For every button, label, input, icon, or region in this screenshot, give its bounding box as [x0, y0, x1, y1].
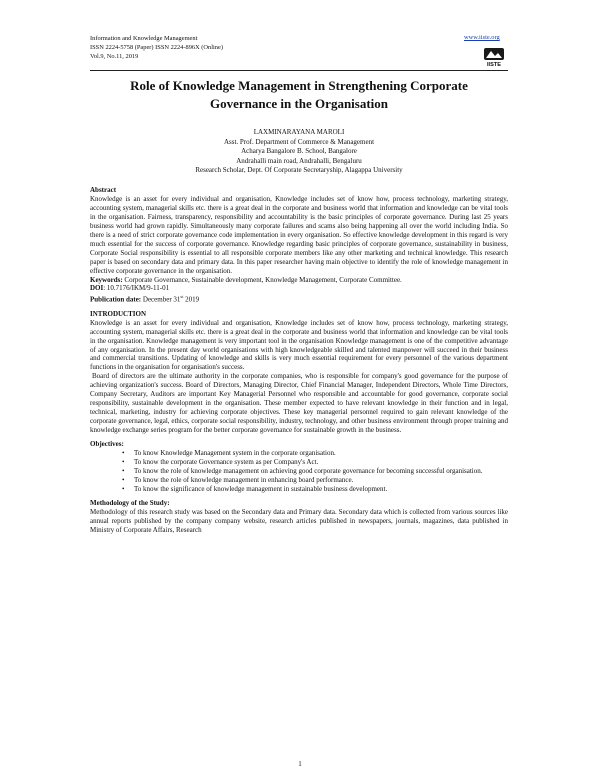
author-affil-2: Acharya Bangalore B. School, Bangalore — [241, 147, 357, 156]
title-line-2: Governance in the Organisation — [209, 96, 389, 111]
introduction-para-2: Board of directors are the ultimate authority in the corporate companies, who is responsible for company's good governance for the purpose of achieving organization's success. Board of Directors, Managing Director, Chief Financial Manager, Independent Directors, Whole Time Directors, Company Secretary, Auditors are important Key Managerial Personnel who responsible and accountable for good governance, corporate social responsibility, sustainable development in the organisation. These member expected to have relevant knowledge in their function and in legal, technical, marketing, industry for achieving corporate objectives. These key managerial personnel required to gain relevant knowledge of the corporate governance, legal, ethics, corporate social responsibility, industry, technology, and other business environment through proper training and knowledge exchange series program for the better corporate governance for sustainable growth in the business. — [90, 372, 508, 435]
paper-title — [90, 77, 508, 113]
journal-header — [90, 34, 223, 61]
pubdate-line — [90, 293, 508, 304]
author-block — [90, 128, 508, 176]
abstract-text: Knowledge is an asset for every individual and organisation, Knowledge includes set of know how, process technology, marketing strategy, accounting system, managerial skills etc. there is a great deal in the corporate and business world that information and knowledge can be vital tools in the organisation. Fairness, transparency, responsibility and accountability is the basic principles of corporate governance. During last 25 years business world had grown rapidly. Simultaneously many corporate failures and scams also being happening all over the world including India. So there is a need of strict corporate governance code implementation in every organisation. So effective knowledge development in this regard is very much essential for the success of corporate governance. Knowledge regarding basic principles of corporate governance, sustainability in business, Corporate Social responsibility is essential to all responsible corporate members like any other marketing and technical knowledge. This research paper is based on secondary data and primary data. In this paper researcher having main objective to identify the role of knowledge management in effective corporate governance in the organisation. — [90, 194, 508, 275]
list-item: • To know the role of knowledge management on achieving good corporate governance for becoming successful organisation. — [122, 467, 508, 476]
methodology-text: Methodology of this research study was based on the Secondary data and Primary data. Secondary data which is collected from various sources like annual reports published by the company company website, research articles published in newspapers, journals, magazines, data published in Ministry of Corporate Affairs, Research — [90, 507, 508, 534]
pubdate-year: 2019 — [185, 295, 200, 304]
pubdate-sup: st — [180, 294, 184, 300]
journal-volume: Vol.9, No.11, 2019 — [90, 53, 139, 60]
pubdate-label: Publication date: — [90, 295, 142, 304]
author-affil-1: Asst. Prof. Department of Commerce & Management — [223, 137, 375, 146]
author-affil-3: Andrahalli main road, Andrahalli, Bengaluru — [236, 156, 362, 165]
introduction-para-1: Knowledge is an asset for every individual and organisation, Knowledge includes set of know how, process technology, marketing strategy, accounting system, managerial skills etc. there is a great deal in the corporate and business world that information and knowledge can be vital tools in the organisation. Knowledge management is very important tool in the organisation Knowledge management is one of the competitive advantage of any organisation. In the present day world organisations with high knowledgeable skilled and talented manpower will succeed in their business and commercial transitions. Updating of knowledge and skills is very much essential requirement for every personnel of the various department functions in the organisation for organisation's success. — [90, 318, 508, 372]
paper-body — [90, 186, 508, 535]
journal-issn: ISSN 2224-5758 (Paper) ISSN 2224-896X (Online) — [90, 44, 223, 51]
title-line-1: Role of Knowledge Management in Strengthening Corporate — [130, 78, 468, 93]
keywords-label: Keywords: — [90, 275, 123, 284]
list-item: • To know the role of knowledge management in enhancing board performance. — [122, 476, 508, 485]
keywords-text: Corporate Governance, Sustainable development, Knowledge Management, Corporate Committee. — [124, 275, 402, 284]
objectives-list — [90, 449, 508, 494]
iiste-logo-icon — [483, 47, 505, 67]
introduction-heading: INTRODUCTION — [90, 309, 147, 318]
doi-value[interactable]: : 10.7176/IKM/9-11-01 — [103, 284, 170, 293]
journal-name: Information and Knowledge Management — [90, 35, 198, 42]
list-item: • To know Knowledge Management system in the corporate organisation. — [122, 449, 508, 458]
author-name: LAXMINARAYANA MAROLI — [253, 128, 345, 136]
keywords-line — [90, 276, 508, 285]
page-number: 1 — [298, 760, 302, 768]
header-divider — [90, 70, 508, 71]
methodology-heading: Methodology of the Study: — [90, 498, 170, 507]
doi-label: DOI — [90, 284, 104, 293]
doi-line — [90, 284, 508, 293]
journal-website-link[interactable]: www.iiste.org — [464, 34, 500, 41]
author-affil-4: Research Scholar, Dept. Of Corporate Secretaryship, Alagappa University — [195, 166, 403, 175]
objectives-heading: Objectives: — [90, 440, 124, 449]
list-item: • To know the corporate Governance system as per Company's Act. — [122, 458, 508, 467]
list-item: • To know the significance of knowledge management in sustainable business development. — [122, 485, 508, 494]
pubdate-prefix: December 31 — [142, 295, 181, 304]
logo-text: IISTE — [487, 62, 501, 67]
abstract-heading: Abstract — [90, 186, 117, 194]
